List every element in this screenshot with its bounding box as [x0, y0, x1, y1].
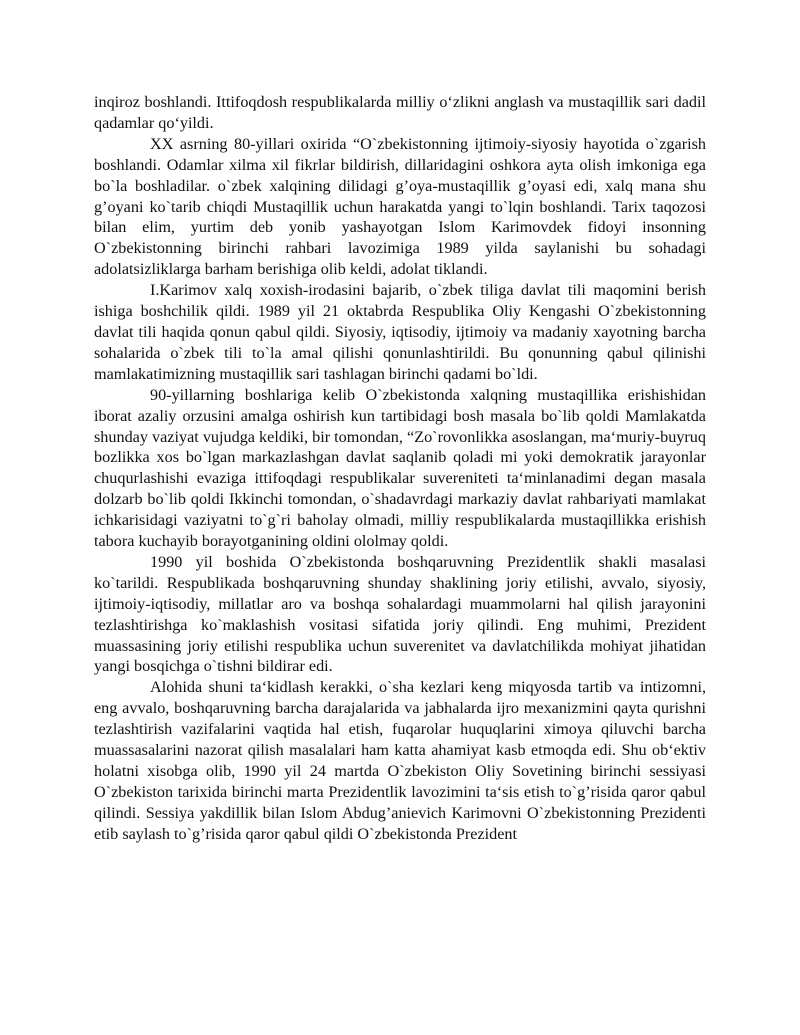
paragraph-first-president: Alohida shuni ta‘kidlash kerakki, o`sha kezlari keng miqyosda tartib va intizomni, eng avvalo, boshqaruvning barcha darajalarida va jabhalarda ijro mexanizmini qayta qurishni tezlashtirish vazifalarini vaqtida hal etish, fuqarolar huquqlarini ximoya qiluvchi barcha muassasalarini nazorat qilish masalalari ham katta ahamiyat kasb etmoqda edi. Shu ob‘ektiv holatni xisobga olib, 1990 yil 24 martda O`zbekiston Oliy Sovetining birinchi sessiyasi O`zbekiston tarixida birinchi marta Prezidentlik lavozimini ta‘sis etish to`g’risida qaror qabul qilindi. Sessiya yakdillik bilan Islom Abdug’anievich Karimovni O`zbekistonning Prezidenti etib saylash to`g’risida qaror qabul qildi O`zbekistonda Prezident — [94, 678, 706, 843]
document-page — [94, 92, 706, 845]
paragraph-90s-independence: 90-yillarning boshlariga kelib O`zbekistonda xalqning mustaqillika erishishidan iborat azaliy orzusini amalga oshirish kun tartibidagi bosh masala bo`lib qoldi Mamlakatda shunday vaziyat vujudga keldiki, bir tomondan, “Zo`rovonlikka asoslangan, ma‘muriy-buyruq bozlikka xos bo`lgan markazlashgan davlat saqlanib qoladi mi yoki demokratik jarayonlar chuqurlashishi evaziga ittifoqdagi respublikalar suvereniteti ta‘minlanadimi degan masala dolzarb bo`lib qoldi Ikkinchi tomondan, o`shadavrdagi markaziy davlat rahbariyati mamlakat ichkarisidagi vaziyatni to`g`ri baholay olmadi, milliy respublikalarda mustaqillikka erishish tabora kuchayib borayotganining oldini ololmay qoldi. — [94, 385, 706, 551]
paragraph-state-language-law: I.Karimov xalq xoxish-irodasini bajarib, o`zbek tiliga davlat tili maqomini berish ishiga boshchilik qildi. 1989 yil 21 oktabrda Respublika Oliy Kengashi O`zbekistonning davlat tili haqida qonun qabul qildi. Siyosiy, iqtisodiy, ijtimoiy va madaniy xayotning barcha sohalarida o`zbek tili to`la amal qilishi qonunlashtirildi. Bu qonunning qabul qilinishi mamlakatimizning mustaqillik sari tashlagan birinchi qadami bo`ldi. — [94, 281, 706, 383]
paragraph-presidency-question: 1990 yil boshida O`zbekistonda boshqaruvning Prezidentlik shakli masalasi ko`tarildi. Respublikada boshqaruvning shunday shaklining joriy etilishi, avvalo, siyosiy, ijtimoiy-iqtisodiy, millatlar aro va boshqa sohalardagi muammolarni hal qilish jarayonini tezlashtirishga ko`maklashish vositasi sifatida joriy qilindi. Eng muhimi, Prezident muassasining joriy etilishi respublika uchun suverenitet va davlatchilikda mohiyat jihatidan yangi bosqichga o`tishni bildirar edi. — [94, 552, 706, 676]
paragraph-continuation: inqiroz boshlandi. Ittifoqdosh respublikalarda milliy o‘zlikni anglash va mustaqillik sari dadil qadamlar qo‘yildi. — [94, 93, 706, 132]
paragraph-80s-changes: XX asrning 80-yillari oxirida “O`zbekistonning ijtimoiy-siyosiy hayotida o`zgarish boshlandi. Odamlar xilma xil fikrlar bildirish, dillaridagini oshkora ayta olish imkoniga ega bo`la boshladilar. o`zbek xalqining dilidagi g’oya-mustaqillik g’oyasi edi, xalq mana shu g’oyani ko`tarib chiqdi Mustaqillik uchun harakatda yangi to`lqin boshlandi. Tarix taqozosi bilan elim, yurtim deb yonib yashayotgan Islom Karimovdek fidoyi insonning O`zbekistonning birinchi rahbari lavozimiga 1989 yilda saylanishi bu sohadagi adolatsizliklarga barham berishiga olib keldi, adolat tiklandi. — [94, 134, 706, 279]
